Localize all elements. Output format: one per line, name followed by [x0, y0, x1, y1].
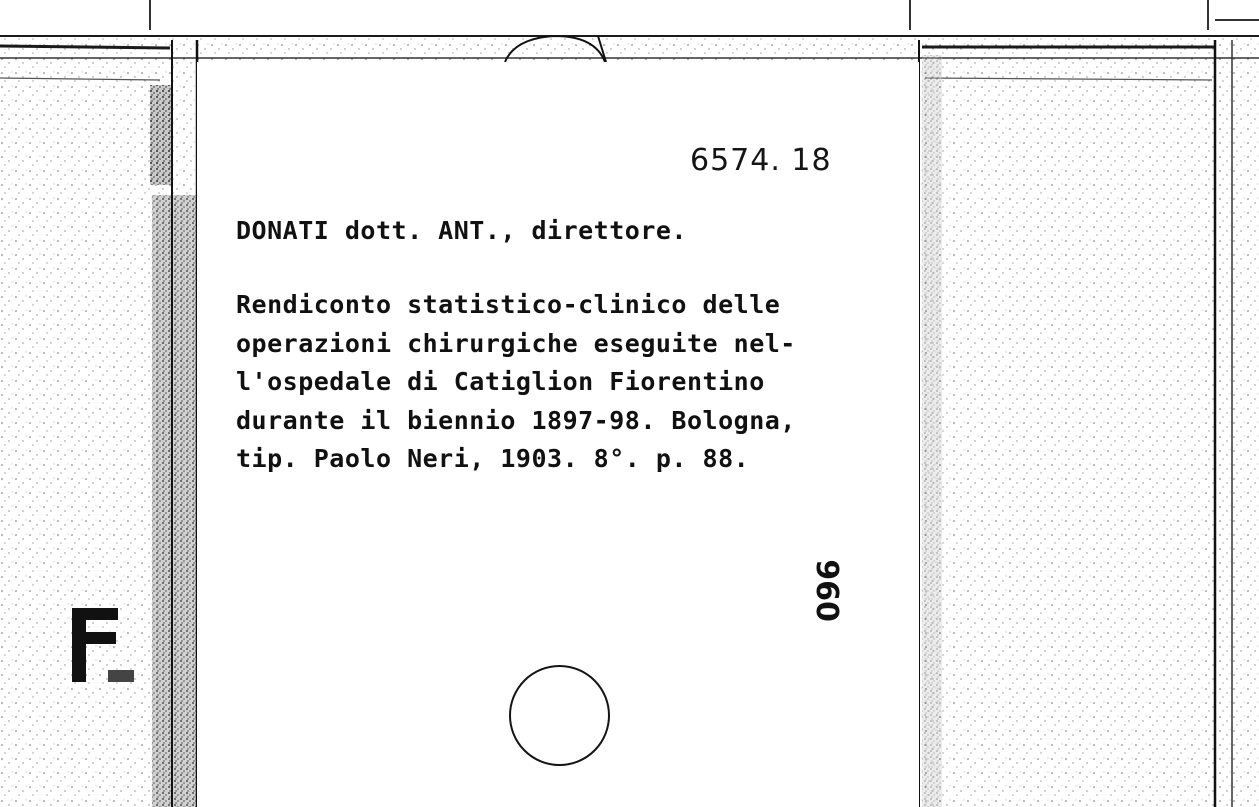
card-punch-hole	[509, 665, 610, 766]
vertical-stamp-number	[770, 559, 890, 622]
description-line: Rendiconto statistico-clinico delle	[236, 290, 781, 319]
description-line: l'ospedale di Catiglion Fiorentino	[236, 367, 765, 396]
vertical-stamp-text: 096	[812, 559, 848, 622]
description-line: tip. Paolo Neri, 1903. 8°. p. 88.	[236, 444, 750, 473]
description-line: durante il biennio 1897-98. Bologna,	[236, 405, 796, 435]
bibliographic-description	[236, 286, 796, 479]
shelf-mark: 6574. 18	[690, 143, 832, 178]
author-heading: DONATI dott. ANT., direttore.	[236, 216, 687, 245]
description-line: operazioni chirurgiche eseguite nel-	[236, 328, 796, 358]
